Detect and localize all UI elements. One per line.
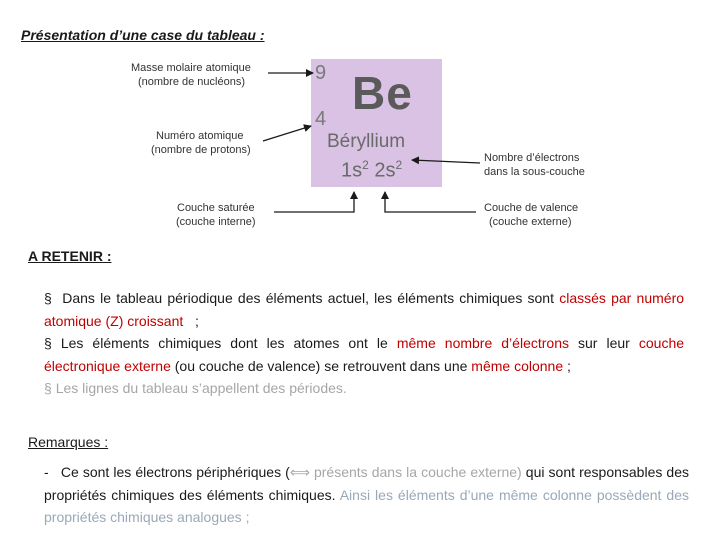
remark-gray-text: présents dans la couche externe) — [313, 464, 522, 480]
rule-highlight: couche électronique externe — [44, 335, 685, 374]
atomic-number: 4 — [315, 108, 327, 130]
rule-highlight: classés par numéro atomique (Z) croissant — [44, 290, 685, 329]
config-1s-exponent: 2 — [362, 158, 369, 172]
label-line: (nombre de nucléons) — [138, 76, 246, 88]
arrow-nombre-electrons — [412, 160, 480, 163]
label-line: (couche externe) — [489, 216, 572, 228]
mass-number: 9 — [315, 62, 327, 84]
arrow-couche-valence — [385, 192, 476, 212]
bullet-icon: § — [44, 380, 52, 396]
remarques-text — [44, 461, 689, 529]
config-2s-exponent: 2 — [395, 158, 403, 172]
remark-paragraph — [44, 461, 689, 529]
bullet-icon: § — [44, 335, 52, 351]
arrow-couche-saturee — [274, 192, 354, 212]
label-line: Nombre d’électrons — [484, 152, 580, 164]
label-line: (nombre de protons) — [151, 144, 251, 156]
rule-3 — [44, 377, 684, 400]
rule-1 — [44, 287, 684, 332]
element-name: Béryllium — [327, 131, 406, 152]
rule-text: sur leur — [578, 335, 630, 351]
label-line: Couche saturée — [177, 202, 255, 214]
label-line: Masse molaire atomique — [131, 62, 251, 74]
remark-blue-text: Ainsi les éléments d’une même colonne possèdent des propriétés chimiques analogues ; — [44, 486, 689, 525]
remarques-heading: Remarques : — [28, 434, 109, 450]
label-line: Couche de valence — [484, 202, 579, 214]
rule-highlight: même nombre d’électrons — [396, 335, 569, 351]
dash-bullet: - — [44, 464, 49, 480]
rule-text: Dans le tableau périodique des éléments actuel, les éléments chimiques sont — [62, 290, 554, 306]
rule-text: Les éléments chimiques dont les atomes ont le — [60, 335, 388, 351]
rule-text: Les lignes du tableau s’appellent des périodes. — [55, 380, 347, 396]
remark-text: Ce sont les électrons périphériques ( — [60, 464, 290, 480]
a-retenir-heading: A RETENIR : — [28, 248, 112, 264]
rule-highlight: même colonne — [471, 357, 564, 374]
remark-text: qui sont responsables des propriétés chimiques des éléments chimiques. — [44, 464, 690, 503]
label-line: dans la sous-couche — [484, 166, 585, 178]
config-2s: 2s — [374, 159, 396, 182]
element-symbol: Be — [352, 67, 413, 119]
page-title: Présentation d’une case du tableau : — [21, 27, 265, 43]
a-retenir-rules — [44, 287, 684, 400]
rule-2 — [44, 332, 684, 377]
config-1s: 1s — [341, 159, 363, 182]
equivalence-icon: ⟺ — [289, 464, 310, 480]
bullet-icon: § — [44, 290, 52, 306]
label-line: Numéro atomique — [156, 130, 244, 142]
rule-end: ; — [194, 312, 199, 329]
arrow-numero-atomique — [263, 126, 311, 141]
rule-text: (ou couche de valence) se retrouvent dans une — [174, 357, 468, 374]
rule-end: ; — [567, 357, 571, 374]
label-line: (couche interne) — [176, 216, 256, 228]
